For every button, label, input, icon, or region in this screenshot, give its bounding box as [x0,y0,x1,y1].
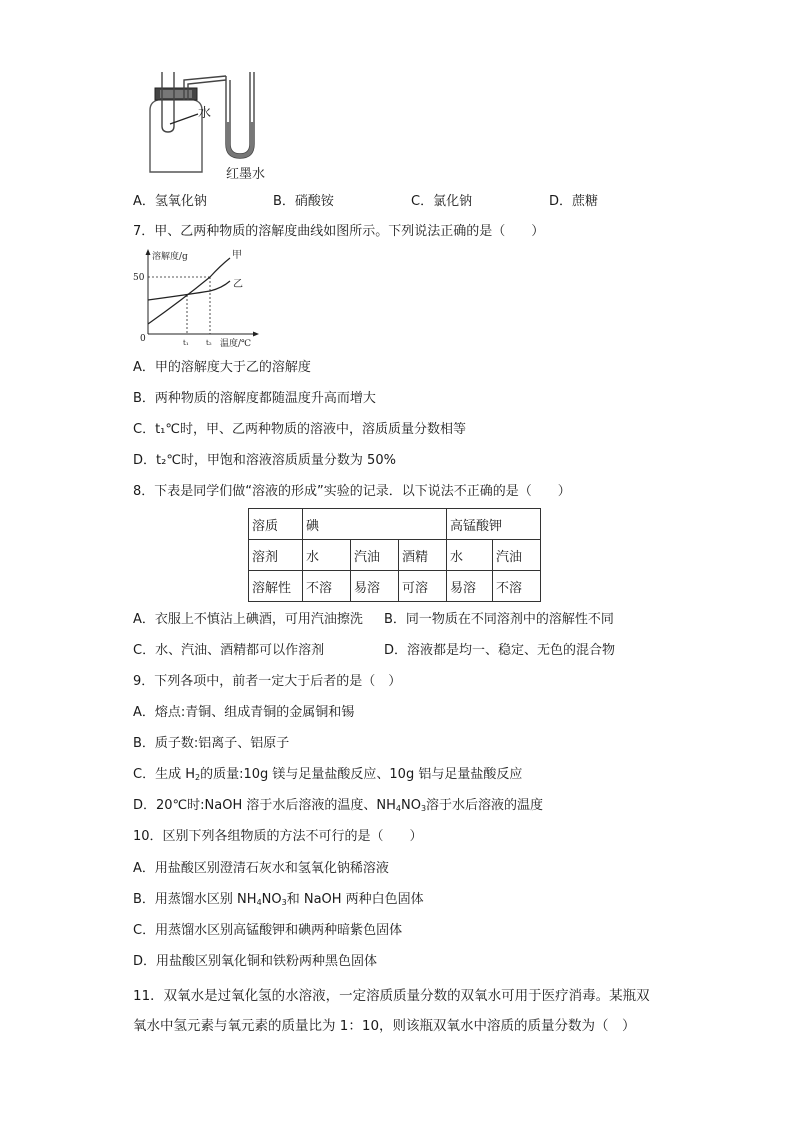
x-axis-label: 温度/℃ [220,339,252,349]
table-cell: 不溶 [303,571,351,602]
y-axis-label: 溶解度/g [152,252,188,262]
q10-option-a: A．用盐酸区别澄清石灰水和氢氧化钠稀溶液 [133,861,389,876]
series-yi-line [148,281,230,300]
table-cell: 易溶 [447,571,493,602]
q10-stem: 10．区别下列各组物质的方法不可行的是（ ） [133,829,423,844]
table-cell: 高锰酸钾 [447,509,541,540]
table-cell: 水 [303,540,351,571]
q6-option-a: A．氢氧化钠 [133,194,207,209]
y-tick-50: 50 [133,273,145,283]
q6-option-b: B．硝酸铵 [273,194,334,209]
ink-label: 红墨水 [226,167,266,182]
q7-option-c: C．t₁℃时，甲、乙两种物质的溶液中，溶质质量分数相等 [133,422,466,437]
solubility-chart [132,248,262,350]
table-cell: 易溶 [351,571,399,602]
table-row [249,509,541,540]
table-cell: 汽油 [493,540,541,571]
q7-option-a: A．甲的溶解度大于乙的溶解度 [133,360,311,375]
solubility-table [248,508,541,602]
q9-stem: 9．下列各项中，前者一定大于后者的是（ ） [133,674,402,689]
q9-option-a: A．熔点:青铜、组成青铜的金属铜和锡 [133,705,355,720]
table-cell: 碘 [303,509,447,540]
apparatus-figure [140,62,300,184]
q9-option-b: B．质子数:铝离子、铝原子 [133,736,290,751]
table-cell: 酒精 [399,540,447,571]
q10-option-d: D．用盐酸区别氧化铜和铁粉两种黑色固体 [133,954,378,969]
x-tick-t1: t₁ [183,339,189,347]
table-row [249,540,541,571]
q6-option-d: D．蔗糖 [549,194,599,209]
q10-option-c: C．用蒸馏水区别高锰酸钾和碘两种暗紫色固体 [133,923,403,938]
table-cell: 可溶 [399,571,447,602]
q9-option-d: D．20℃时:NaOH 溶于水后溶液的温度、$NH_4NO_3$溶于水后溶液的温度 [133,798,544,813]
q7-option-b: B．两种物质的溶解度都随温度升高而增大 [133,391,376,406]
q8-stem: 8．下表是同学们做“溶液的形成”实验的记录．以下说法不正确的是（ ） [133,484,571,499]
water-label: 水 [198,106,212,121]
q8-option-a: A．衣服上不慎沾上碘酒，可用汽油擦洗 [133,612,363,627]
q11-line-2: 氧水中氢元素与氧元素的质量比为 1：10，则该瓶双氧水中溶质的质量分数为（ ） [133,1018,636,1034]
series-jia-label: 甲 [232,250,242,261]
q8-option-b: B．同一物质在不同溶剂中的溶解性不同 [384,612,614,627]
table-cell: 汽油 [351,540,399,571]
table-cell: 不溶 [493,571,541,602]
series-yi-label: 乙 [233,279,243,290]
table-cell: 溶解性 [249,571,303,602]
q6-option-c: C．氯化钠 [411,194,473,209]
origin-label: 0 [140,334,146,344]
table-cell: 水 [447,540,493,571]
q9-option-c: C．生成 $H_2$的质量:10g 镁与足量盐酸反应、10g 铝与足量盐酸反应 [133,767,523,782]
table-row [249,571,541,602]
table-cell: 溶剂 [249,540,303,571]
q11-line-1: 11．双氧水是过氧化氢的水溶液，一定溶质质量分数的双氧水可用于医疗消毒。某瓶双 [133,988,650,1004]
series-jia-line [148,258,230,324]
q7-stem: 7．甲、乙两种物质的溶解度曲线如图所示。下列说法正确的是（ ） [133,224,545,239]
q10-option-b: B．用蒸馏水区别 $NH_4NO_3$和 NaOH 两种白色固体 [133,892,424,907]
flask [150,98,202,172]
x-tick-t2: t₂ [206,339,212,347]
q7-option-d: D．t₂℃时，甲饱和溶液溶质质量分数为 50% [133,453,396,468]
table-cell: 溶质 [249,509,303,540]
q8-option-c: C．水、汽油、酒精都可以作溶剂 [133,643,325,658]
q8-option-d: D．溶液都是均一、稳定、无色的混合物 [384,643,616,658]
